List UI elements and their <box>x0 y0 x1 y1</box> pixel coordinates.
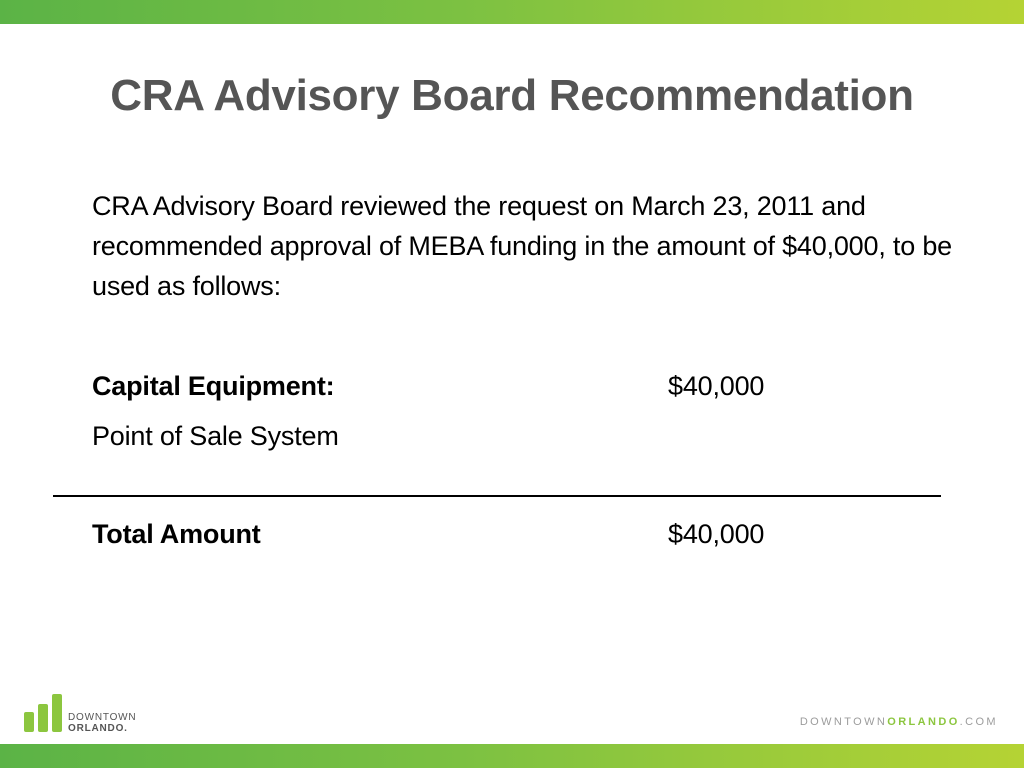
logo-wordmark <box>68 712 136 734</box>
logo-line-2: ORLANDO. <box>68 723 128 734</box>
bar-chart-logo-icon <box>24 690 68 734</box>
website-prefix: DOWNTOWN <box>799 716 888 728</box>
slide-title: CRA Advisory Board Recommendation <box>110 71 914 120</box>
downtown-orlando-logo <box>24 690 164 734</box>
total-amount-row <box>92 514 792 554</box>
capital-equipment-row <box>92 366 792 406</box>
point-of-sale-label: Point of Sale System <box>92 421 339 451</box>
total-divider-line <box>53 495 941 497</box>
point-of-sale-row <box>92 416 792 456</box>
capital-equipment-amount: $40,000 <box>668 371 765 401</box>
website-suffix: .COM <box>959 716 998 728</box>
website-url <box>800 716 998 728</box>
intro-paragraph: CRA Advisory Board reviewed the request on March 23, 2011 and recommended approval of MEBA funding in the amount of $40,000, to be used as follows: <box>92 191 952 301</box>
logo-line-1: DOWNTOWN <box>68 712 137 723</box>
total-amount-value: $40,000 <box>668 519 765 549</box>
bottom-green-band <box>0 744 1024 768</box>
top-green-band <box>0 0 1024 24</box>
website-highlight: ORLANDO <box>887 716 960 728</box>
total-amount-label: Total Amount <box>92 519 261 549</box>
capital-equipment-label: Capital Equipment: <box>92 371 335 401</box>
